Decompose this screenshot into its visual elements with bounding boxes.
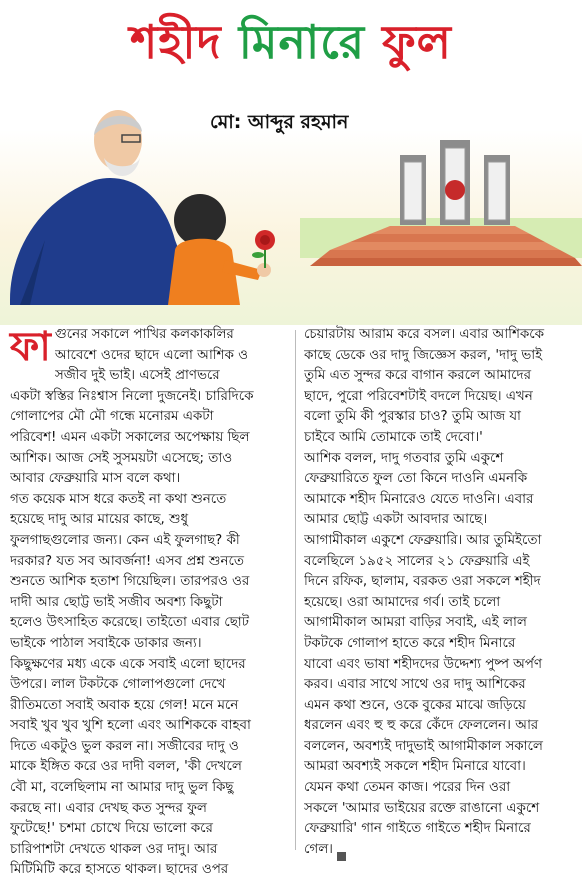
story-text-line: গুনের সকালে পাখির কলকাকলির bbox=[54, 327, 234, 342]
drop-cap: ফা bbox=[10, 324, 51, 370]
story-text-line: চেয়ারটায় আরাম করে বসল। এবার আশিককে bbox=[304, 327, 545, 342]
end-of-story-mark bbox=[337, 852, 346, 861]
story-text-line: আবার ফেব্রুয়ারি মাস বলে কথা। bbox=[10, 471, 181, 487]
story-text-line: এমন কথা শুনে, ওকে বুকের মাঝে জড়িয়ে bbox=[304, 697, 526, 713]
story-text-line: আমার ছোট্ট একটা আবদার আছে। bbox=[304, 512, 488, 528]
story-text-line: চারিপাশটা দেখতে থাকল ওর দাদু। আর bbox=[10, 841, 218, 857]
story-title bbox=[0, 14, 582, 70]
story-text-line: আমরা অবশ্যই সকলে শহীদ মিনারে যাবো। bbox=[304, 759, 526, 775]
story-text-line: হলেও উৎসাহিত করেছে। তাইতো এবার ছোট bbox=[10, 615, 249, 631]
story-text-line: বলো তুমি কী পুরস্কার চাও? তুমি আজ যা bbox=[304, 409, 521, 425]
story-text-line: রীতিমতো সবাই অবাক হয়ে গেল! মনে মনে bbox=[10, 697, 239, 713]
story-text-line: বলেছিলে ১৯৫২ সালের ২১ ফেব্রুয়ারি এই bbox=[304, 553, 530, 569]
story-text-line: শুনতে আশিক হতাশ গিয়েছিল। তারপরও ওর bbox=[10, 574, 250, 590]
story-text-line: ভাইকে পাঠাল সবাইকে ডাকার জন্য। bbox=[10, 635, 202, 651]
story-text-line: গেল। bbox=[304, 841, 333, 857]
story-text-line: পরিবেশ! এমন একটা সকালের অপেক্ষায় ছিল bbox=[10, 429, 250, 445]
story-text-line: ফুলগাছগুলোর জন্য। কেন এই ফুলগাছ? কী bbox=[10, 532, 240, 548]
story-text-line: হয়েছে। ওরা আমাদের গর্ব। তাই চলো bbox=[304, 594, 501, 610]
story-text-line: বললেন, অবশ্যই দাদুভাই আগামীকাল সকালে bbox=[304, 738, 543, 754]
story-text-line: ফুটেছে!' চশমা চোখে দিয়ে ভালো করে bbox=[10, 821, 213, 837]
story-text-line: হয়েছে দাদু আর মায়ের কাছে, শুধু bbox=[10, 512, 189, 528]
title-part-1: শহীদ bbox=[130, 15, 239, 69]
story-text-line: সবাই খুব খুব খুশি হলো এবং আশিককে বাহবা bbox=[10, 718, 251, 734]
story-text-line: চাইবে আমি তোমাকে তাই দেবো।' bbox=[304, 429, 483, 445]
story-text-line: একটা স্বস্তির নিঃশ্বাস নিলো দুজনেই। চারিদিকে bbox=[10, 388, 254, 404]
story-text-line: কাছে ডেকে ওর দাদু জিজ্ঞেস করল, 'দাদু ভাই bbox=[304, 347, 543, 363]
story-text-line: সজীব দুই ভাই। এসেই প্রাণভরে bbox=[54, 368, 220, 384]
column-divider bbox=[295, 330, 296, 850]
story-text-line: তুমি এত সুন্দর করে বাগান করলে আমাদের bbox=[304, 368, 531, 384]
story-text-line: যেমন কথা তেমন কাজ। পরের দিন ওরা bbox=[304, 780, 511, 796]
author-name: মো: আব্দুর রহমান bbox=[210, 111, 349, 133]
story-text-line: দিতে একটুও ভুল করল না। সজীবের দাদু ও bbox=[10, 738, 239, 754]
story-text-line: কিছুক্ষণের মধ্য একে একে সবাই এলো ছাদের bbox=[10, 656, 246, 672]
story-text-line: গত কয়েক মাস ধরে কতই না কথা শুনতে bbox=[10, 491, 227, 507]
story-text-line: টকটকে গোলাপ হাতে করে শহীদ মিনারে bbox=[304, 635, 516, 651]
story-text-line: আবেশে ওদের ছাদে এলো আশিক ও bbox=[54, 347, 248, 363]
story-column-left bbox=[10, 325, 288, 881]
story-text-line: গোলাপের মৌ মৌ গন্ধে মনোরম একটা bbox=[10, 409, 214, 425]
story-text-line: উপরে। লাল টকটকে গোলাপগুলো দেখে bbox=[10, 677, 226, 693]
title-part-3: ফুল bbox=[382, 15, 452, 69]
story-text-line: ছাদে, পুরো পরিবেশটাই বদলে দিয়েছ। এখন bbox=[304, 388, 533, 404]
story-text-line: ফেব্রুয়ারিতে ফুল তো কিনে দাওনি এমনকি bbox=[304, 471, 528, 487]
story-text-line: করছে না। এবার দেখছ কত সুন্দর ফুল bbox=[10, 800, 207, 816]
story-text-line: যাবো এবং ভাষা শহীদদের উদ্দেশ্য পুষ্প অর্পণ bbox=[304, 656, 542, 672]
story-column-right bbox=[304, 325, 572, 868]
story-text-line: আগামীকাল আমরা বাড়ির সবাই, এই লাল bbox=[304, 615, 527, 631]
story-text-line: আশিক বলল, দাদু গতবার তুমি একুশে bbox=[304, 450, 504, 466]
story-text-line: ধরলেন এবং হু হু করে কেঁদে ফেললেন। আর bbox=[304, 718, 539, 734]
story-text-line: বৌ মা, বলেছিলাম না আমার দাদু ভুল কিছু bbox=[10, 780, 234, 796]
story-text-line: করব। এবার সাথে সাথে ওর দাদু আশিকের bbox=[304, 677, 526, 693]
story-text-line: দরকার? যত সব আবর্জনা! এসব প্রশ্ন শুনতে bbox=[10, 553, 244, 569]
story-text-line: আশিক। আজ সেই সুসময়টা এসেছে; তাও bbox=[10, 450, 233, 466]
story-text-line: আগামীকাল একুশে ফেব্রুয়ারি। আর তুমিইতো bbox=[304, 532, 542, 548]
story-text-line: মিটিমিটি করে হাসতে থাকল। ছাদের ওপর bbox=[10, 862, 229, 878]
title-part-2: মিনারে bbox=[238, 15, 383, 69]
story-text-line: মাকে ইঙ্গিত করে ওর দাদী বলল, 'কী দেখলে bbox=[10, 759, 242, 775]
story-text-line: দিনে রফিক, ছালাম, বরকত ওরা সকলে শহীদ bbox=[304, 574, 541, 590]
story-text-line: আমাকে শহীদ মিনারেও যেতে দাওনি। এবার bbox=[304, 491, 534, 507]
story-text-line: সকলে 'আমার ভাইয়ের রক্তে রাঙানো একুশে bbox=[304, 800, 540, 816]
story-text-line: ফেব্রুয়ারি' গান গাইতে গাইতে শহীদ মিনারে bbox=[304, 821, 531, 837]
story-text-line: দাদী আর ছোট্ট ভাই সজীব অবশ্য কিছুটা bbox=[10, 594, 223, 610]
